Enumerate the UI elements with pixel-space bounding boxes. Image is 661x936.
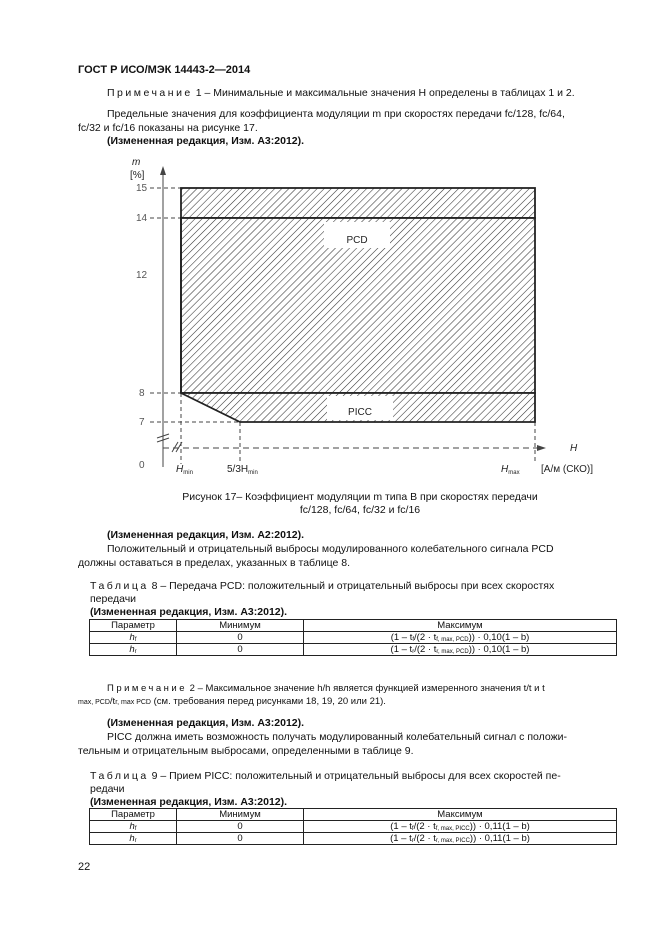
table-8-label: Таблица <box>90 580 149 592</box>
page-number: 22 <box>78 861 91 873</box>
document-header: ГОСТ Р ИСО/МЭК 14443-2—2014 <box>78 64 251 76</box>
x-axis-unit: [А/м (СКО)] <box>541 464 594 475</box>
table-header-cell: Параметр <box>90 809 177 821</box>
table-header-cell: Максимум <box>304 809 617 821</box>
table-8 <box>89 619 617 656</box>
table-cell-min: 0 <box>177 821 304 833</box>
paragraph-1-line-1: Предельные значения для коэффициента модуляции m при скоростях передачи fc/128, fc/64, <box>107 108 565 120</box>
table-9-label: Таблица <box>90 770 149 782</box>
table-9-title-text: 9 – Прием PICC: положительный и отрицательный выбросы для всех скоростей пе- <box>151 770 561 782</box>
table-header-cell: Параметр <box>90 620 177 632</box>
picc-label: PICC <box>348 407 372 418</box>
note-1-label: Примечание <box>107 87 193 99</box>
x-axis-letter: H <box>570 443 578 454</box>
table-row <box>90 809 617 821</box>
y-tick-8: 8 <box>139 388 145 399</box>
table-9-title <box>90 769 617 783</box>
note-2: Примечание 2 – Максимальное значение h/h является функцией измеренного значения t/t и t <box>107 683 545 694</box>
y-tick-14: 14 <box>136 213 148 224</box>
table-cell-min: 0 <box>177 644 304 656</box>
note-2-label: Примечание <box>107 683 187 694</box>
table-9-title-line-2: редачи <box>90 783 125 795</box>
table-header-cell: Минимум <box>177 620 304 632</box>
note-1 <box>107 86 617 100</box>
table-row <box>90 632 617 644</box>
note-2-line-2: max, PCD/tr, max PCD (см. требования перед рисунками 18, 19, 20 или 21). <box>78 696 386 707</box>
y-axis-unit: [%] <box>130 170 145 181</box>
table-cell-max: (1 – tr/(2 · tr, max, PCD)) · 0,10(1 – b) <box>304 644 617 656</box>
x-axis-arrow <box>537 445 546 451</box>
table-8-title-line-2: передачи <box>90 593 137 605</box>
table-cell-param: hr <box>90 833 177 845</box>
table-cell-max: (1 – tr/(2 · tr, max, PICC)) · 0,11(1 – b) <box>304 833 617 845</box>
pcd-tolerance-band <box>181 188 535 218</box>
table-cell-param: hf <box>90 632 177 644</box>
y-tick-0: 0 <box>139 460 145 471</box>
x-tick-53hmin: $5/3H_{min}$ <box>227 464 258 476</box>
table-8-edit-note: (Измененная редакция, Изм. А3:2012). <box>90 606 288 618</box>
table-row <box>90 620 617 632</box>
edit-note-a3-1: (Измененная редакция, Изм. А3:2012). <box>107 135 305 147</box>
y-tick-12: 12 <box>136 270 148 281</box>
y-axis-label: m <box>132 157 141 168</box>
table-row <box>90 833 617 845</box>
paragraph-2-line-1: Положительный и отрицательный выбросы модулированного колебательного сигнала PCD <box>107 543 554 555</box>
table-header-cell: Минимум <box>177 809 304 821</box>
modulation-chart <box>120 152 600 487</box>
paragraph-3-line-2: тельным и отрицательным выбросами, определенными в таблице 9. <box>78 745 414 757</box>
x-tick-hmin: $H_{min}$ <box>176 464 193 476</box>
table-cell-min: 0 <box>177 632 304 644</box>
table-header-cell: Максимум <box>304 620 617 632</box>
table-cell-max: (1 – tf/(2 · tf, max, PICC)) · 0,11(1 – b) <box>304 821 617 833</box>
table-9-edit-note: (Измененная редакция, Изм. А3:2012). <box>90 796 288 808</box>
note-1-text: 1 – Минимальные и максимальные значения H определены в таблицах 1 и 2. <box>195 87 575 99</box>
edit-note-a2: (Измененная редакция, Изм. А2:2012). <box>107 529 305 541</box>
table-row <box>90 821 617 833</box>
paragraph-3-line-1: PICC должна иметь возможность получать модулированный колебательный сигнал с положи- <box>107 731 567 743</box>
paragraph-1-line-2: fc/32 и fc/16 показаны на рисунке 17. <box>78 122 258 134</box>
table-9 <box>89 808 617 845</box>
table-cell-min: 0 <box>177 833 304 845</box>
figure-caption-line-1: Рисунок 17– Коэффициент модуляции m типа В при скоростях передачи <box>182 491 538 503</box>
y-tick-7: 7 <box>139 417 145 428</box>
table-cell-param: hf <box>90 821 177 833</box>
y-axis-arrow <box>160 166 166 175</box>
table-8-title <box>90 579 617 593</box>
pcd-label: PCD <box>346 235 368 246</box>
paragraph-2-line-2: должны оставаться в пределах, указанных в таблице 8. <box>78 557 351 569</box>
table-cell-max: (1 – tf/(2 · tf, max, PCD)) · 0,10(1 – b) <box>304 632 617 644</box>
figure-caption-line-2: fc/128, fc/64, fc/32 и fc/16 <box>299 504 421 516</box>
table-row <box>90 644 617 656</box>
x-tick-hmax: $H_{max}$ <box>501 464 520 476</box>
edit-note-a3-3: (Измененная редакция, Изм. А3:2012). <box>107 717 305 729</box>
y-tick-15: 15 <box>136 183 148 194</box>
table-cell-param: hr <box>90 644 177 656</box>
table-8-title-text: 8 – Передача PCD: положительный и отрицательный выбросы при всех скоростях <box>151 580 555 592</box>
